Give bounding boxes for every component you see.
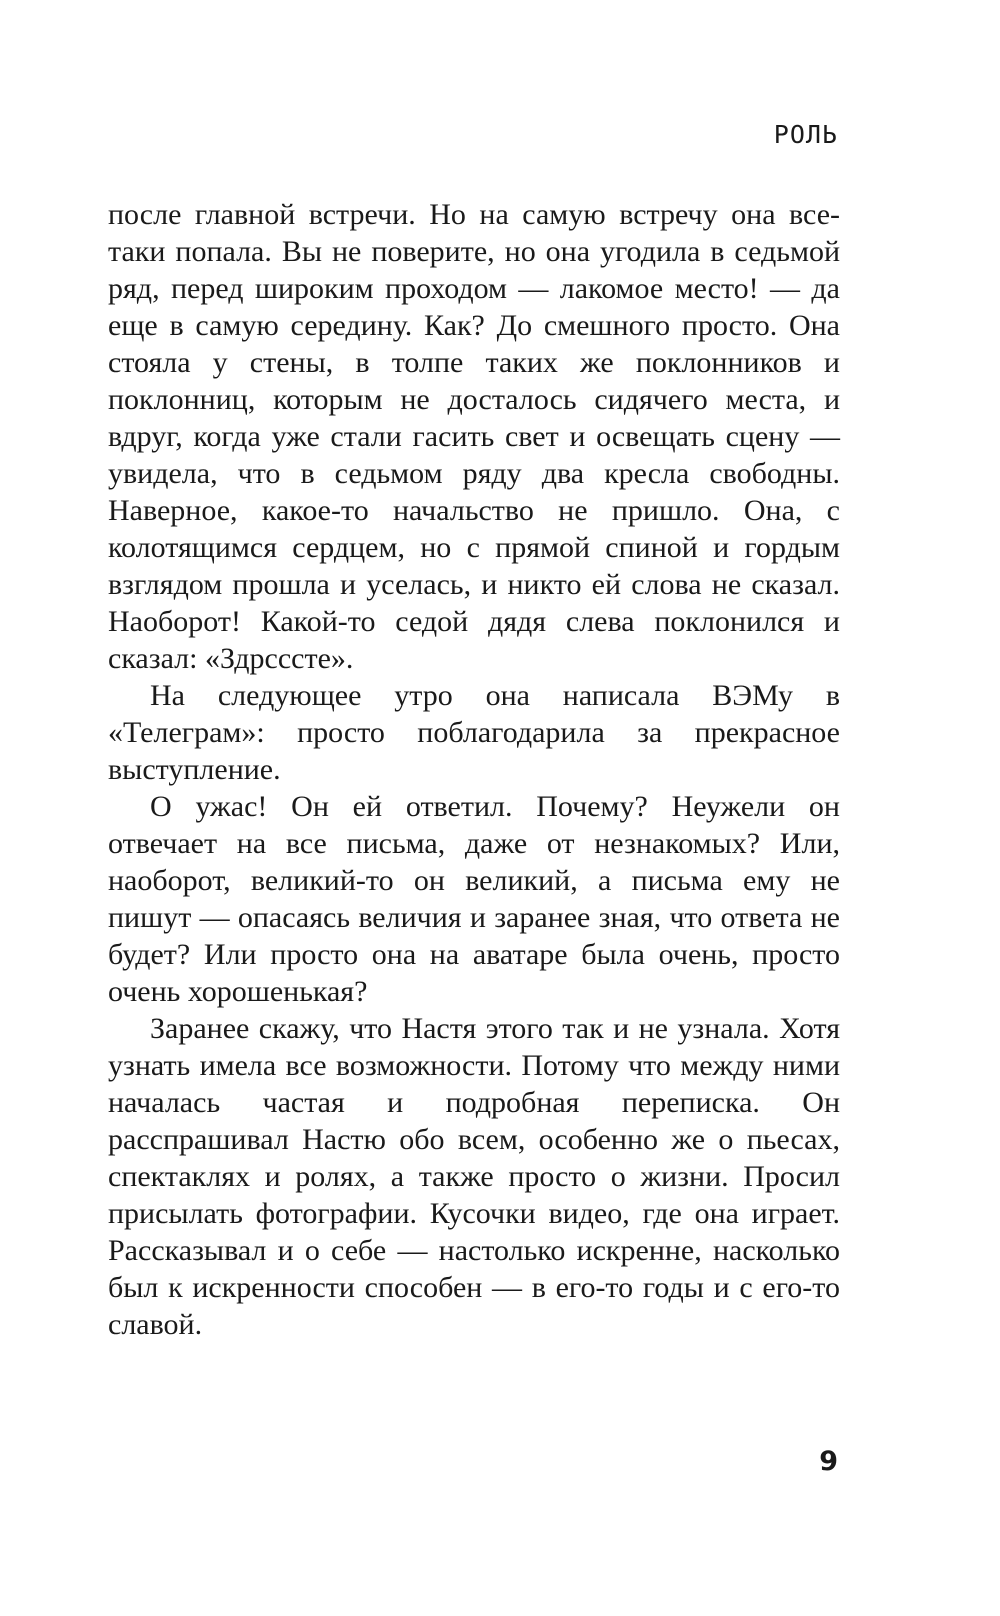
running-head: РОЛЬ	[773, 120, 838, 149]
paragraph-continued: после главной встречи. Но на самую встречу она все-таки попала. Вы не поверите, но она угодила в седьмой ряд, перед широким проходом — лакомое место! — да еще в самую середину. Как? До смешного просто. Она стояла у стены, в толпе таких же поклонников и поклонниц, которым не досталось сидячего места, и вдруг, когда уже стали гасить свет и освещать сцену — увидела, что в седьмом ряду два кресла свободны. Наверное, какое-то начальство не пришло. Она, с колотящимся сердцем, но с прямой спиной и гордым взглядом прошла и уселась, и никто ей слова не сказал. Наоборот! Какой-то седой дядя слева поклонился и сказал: «Здрсссте».	[108, 198, 840, 675]
paragraph: Заранее скажу, что Настя этого так и не узнала. Хотя узнать имела все возможности. Потому что между ними началась частая и подробная переписка. Он расспрашивал Настю обо всем, особенно же о пьесах, спектаклях и ролях, а также просто о жизни. Просил присылать фотографии. Кусочки видео, где она играет. Рассказывал и о себе — настолько искренне, насколько был к искренности способен — в его-то годы и с его-то славой.	[108, 1012, 840, 1341]
body-text	[108, 196, 840, 1343]
page-number: 9	[819, 1446, 838, 1477]
paragraph: О ужас! Он ей ответил. Почему? Неужели он отвечает на все письма, даже от незнакомых? Или, наоборот, великий-то он великий, а письма ему не пишут — опасаясь величия и заранее зная, что ответа не будет? Или просто она на аватаре была очень, просто очень хорошенькая?	[108, 790, 840, 1008]
paragraph: На следующее утро она написала ВЭМу в «Телеграм»: просто поблагодарила за прекрасное выступление.	[108, 679, 840, 786]
